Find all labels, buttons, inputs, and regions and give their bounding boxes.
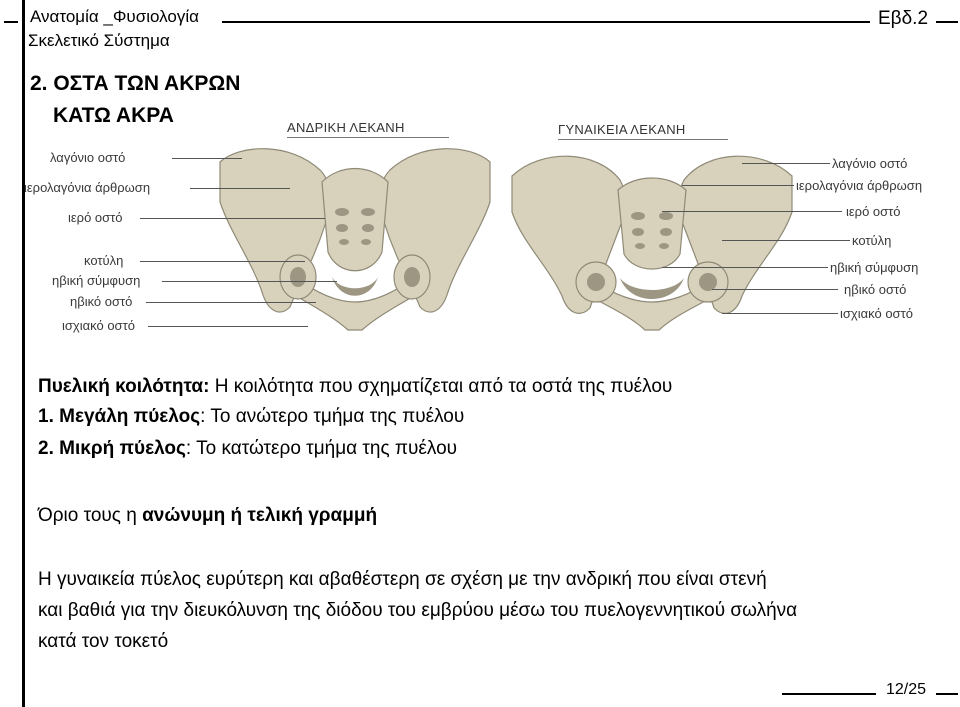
left-label-sacrum: ιερό οστό xyxy=(68,210,123,225)
male-title-underline xyxy=(287,137,449,138)
small-pelvis-term: 2. Μικρή πύελος xyxy=(38,438,186,459)
header-tick-left xyxy=(4,21,18,23)
subject-title: Σκελετικό Σύστημα xyxy=(28,31,170,50)
left-leader-ilium xyxy=(172,158,242,159)
right-leader-sacrum xyxy=(662,211,842,212)
left-leader-ischium xyxy=(148,326,308,327)
pelvic-cavity-definition: Η κοιλότητα που σχηματίζεται από τα οστά της πυέλου xyxy=(209,376,673,397)
small-pelvis-definition: : Το κατώτερο τμήμα της πυέλου xyxy=(185,438,458,459)
big-pelvis-line xyxy=(38,404,464,430)
right-leader-acetabulum xyxy=(722,240,850,241)
right-label-ilium: λαγόνιο οστό xyxy=(832,156,908,171)
right-label-acetabulum: κοτύλη xyxy=(852,233,892,248)
pelvic-cavity-line xyxy=(38,374,672,400)
female-pelvis-title: ΓΥΝΑΙΚΕΙΑ ΛΕΚΑΝΗ xyxy=(558,122,686,137)
right-label-sacrum: ιερό οστό xyxy=(846,204,901,219)
header-line xyxy=(222,21,870,23)
right-leader-ilium xyxy=(742,163,830,164)
left-label-acetabulum: κοτύλη xyxy=(84,253,124,268)
comparison-paragraph xyxy=(38,567,938,655)
comparison-line-3: κατά τον τοκετό xyxy=(38,631,169,652)
left-leader-sacroiliac xyxy=(190,188,290,189)
right-leader-sacroiliac xyxy=(682,185,794,186)
right-leader-pubic-symphysis xyxy=(662,267,828,268)
comparison-line-1: Η γυναικεία πύελος ευρύτερη και αβαθέστερη σε σχέση με την ανδρική που είναι στενή xyxy=(38,569,767,590)
comparison-line-2: και βαθιά για την διευκόλυνση της διόδου του εμβρύου μέσω του πυελογεννητικού σωλήνα xyxy=(38,600,798,621)
left-border-line xyxy=(22,0,25,707)
left-label-pubis: ηβικό οστό xyxy=(70,294,133,309)
footer-line xyxy=(782,693,876,695)
right-leader-pubis xyxy=(712,289,838,290)
male-pelvis-title: ΑΝΔΡΙΚΗ ΛΕΚΑΝΗ xyxy=(287,120,405,135)
left-label-ilium: λαγόνιο οστό xyxy=(50,150,126,165)
border-line xyxy=(38,503,377,529)
male-pelvis-illustration xyxy=(210,142,500,340)
left-label-pubic-symphysis: ηβική σύμφυση xyxy=(52,273,141,288)
footer-tick-right xyxy=(936,693,958,695)
course-title: Ανατομία _Φυσιολογία xyxy=(30,7,199,26)
left-leader-pubic-symphysis xyxy=(162,281,337,282)
pelvis-figure xyxy=(22,112,960,344)
left-label-sacroiliac: ιερολαγόνια άρθρωση xyxy=(24,180,151,195)
right-label-pubis: ηβικό οστό xyxy=(844,282,907,297)
border-prefix: Όριο τους η xyxy=(38,505,143,526)
big-pelvis-definition: : Το ανώτερο τμήμα της πυέλου xyxy=(200,406,465,427)
slide-code: Εβδ.2 xyxy=(878,8,929,29)
female-title-underline xyxy=(558,139,728,140)
section-heading: 2. ΟΣΤΑ ΤΩΝ ΑΚΡΩΝ xyxy=(30,72,241,95)
border-term: ανώνυμη ή τελική γραμμή xyxy=(142,505,378,526)
left-leader-acetabulum xyxy=(140,261,305,262)
left-label-ischium: ισχιακό οστό xyxy=(62,318,135,333)
right-leader-ischium xyxy=(722,313,838,314)
page-number: 12/25 xyxy=(886,681,927,698)
section-subheading: ΚΑΤΩ ΑΚΡΑ xyxy=(53,104,174,127)
left-leader-sacrum xyxy=(140,218,325,219)
big-pelvis-term: 1. Μεγάλη πύελος xyxy=(38,406,201,427)
right-label-ischium: ισχιακό οστό xyxy=(840,306,913,321)
header-tick-right xyxy=(936,21,958,23)
small-pelvis-line xyxy=(38,436,457,462)
right-label-pubic-symphysis: ηβική σύμφυση xyxy=(830,260,919,275)
right-label-sacroiliac: ιερολαγόνια άρθρωση xyxy=(796,178,923,193)
left-leader-pubis xyxy=(146,302,316,303)
pelvic-cavity-term: Πυελική κοιλότητα: xyxy=(38,376,210,397)
